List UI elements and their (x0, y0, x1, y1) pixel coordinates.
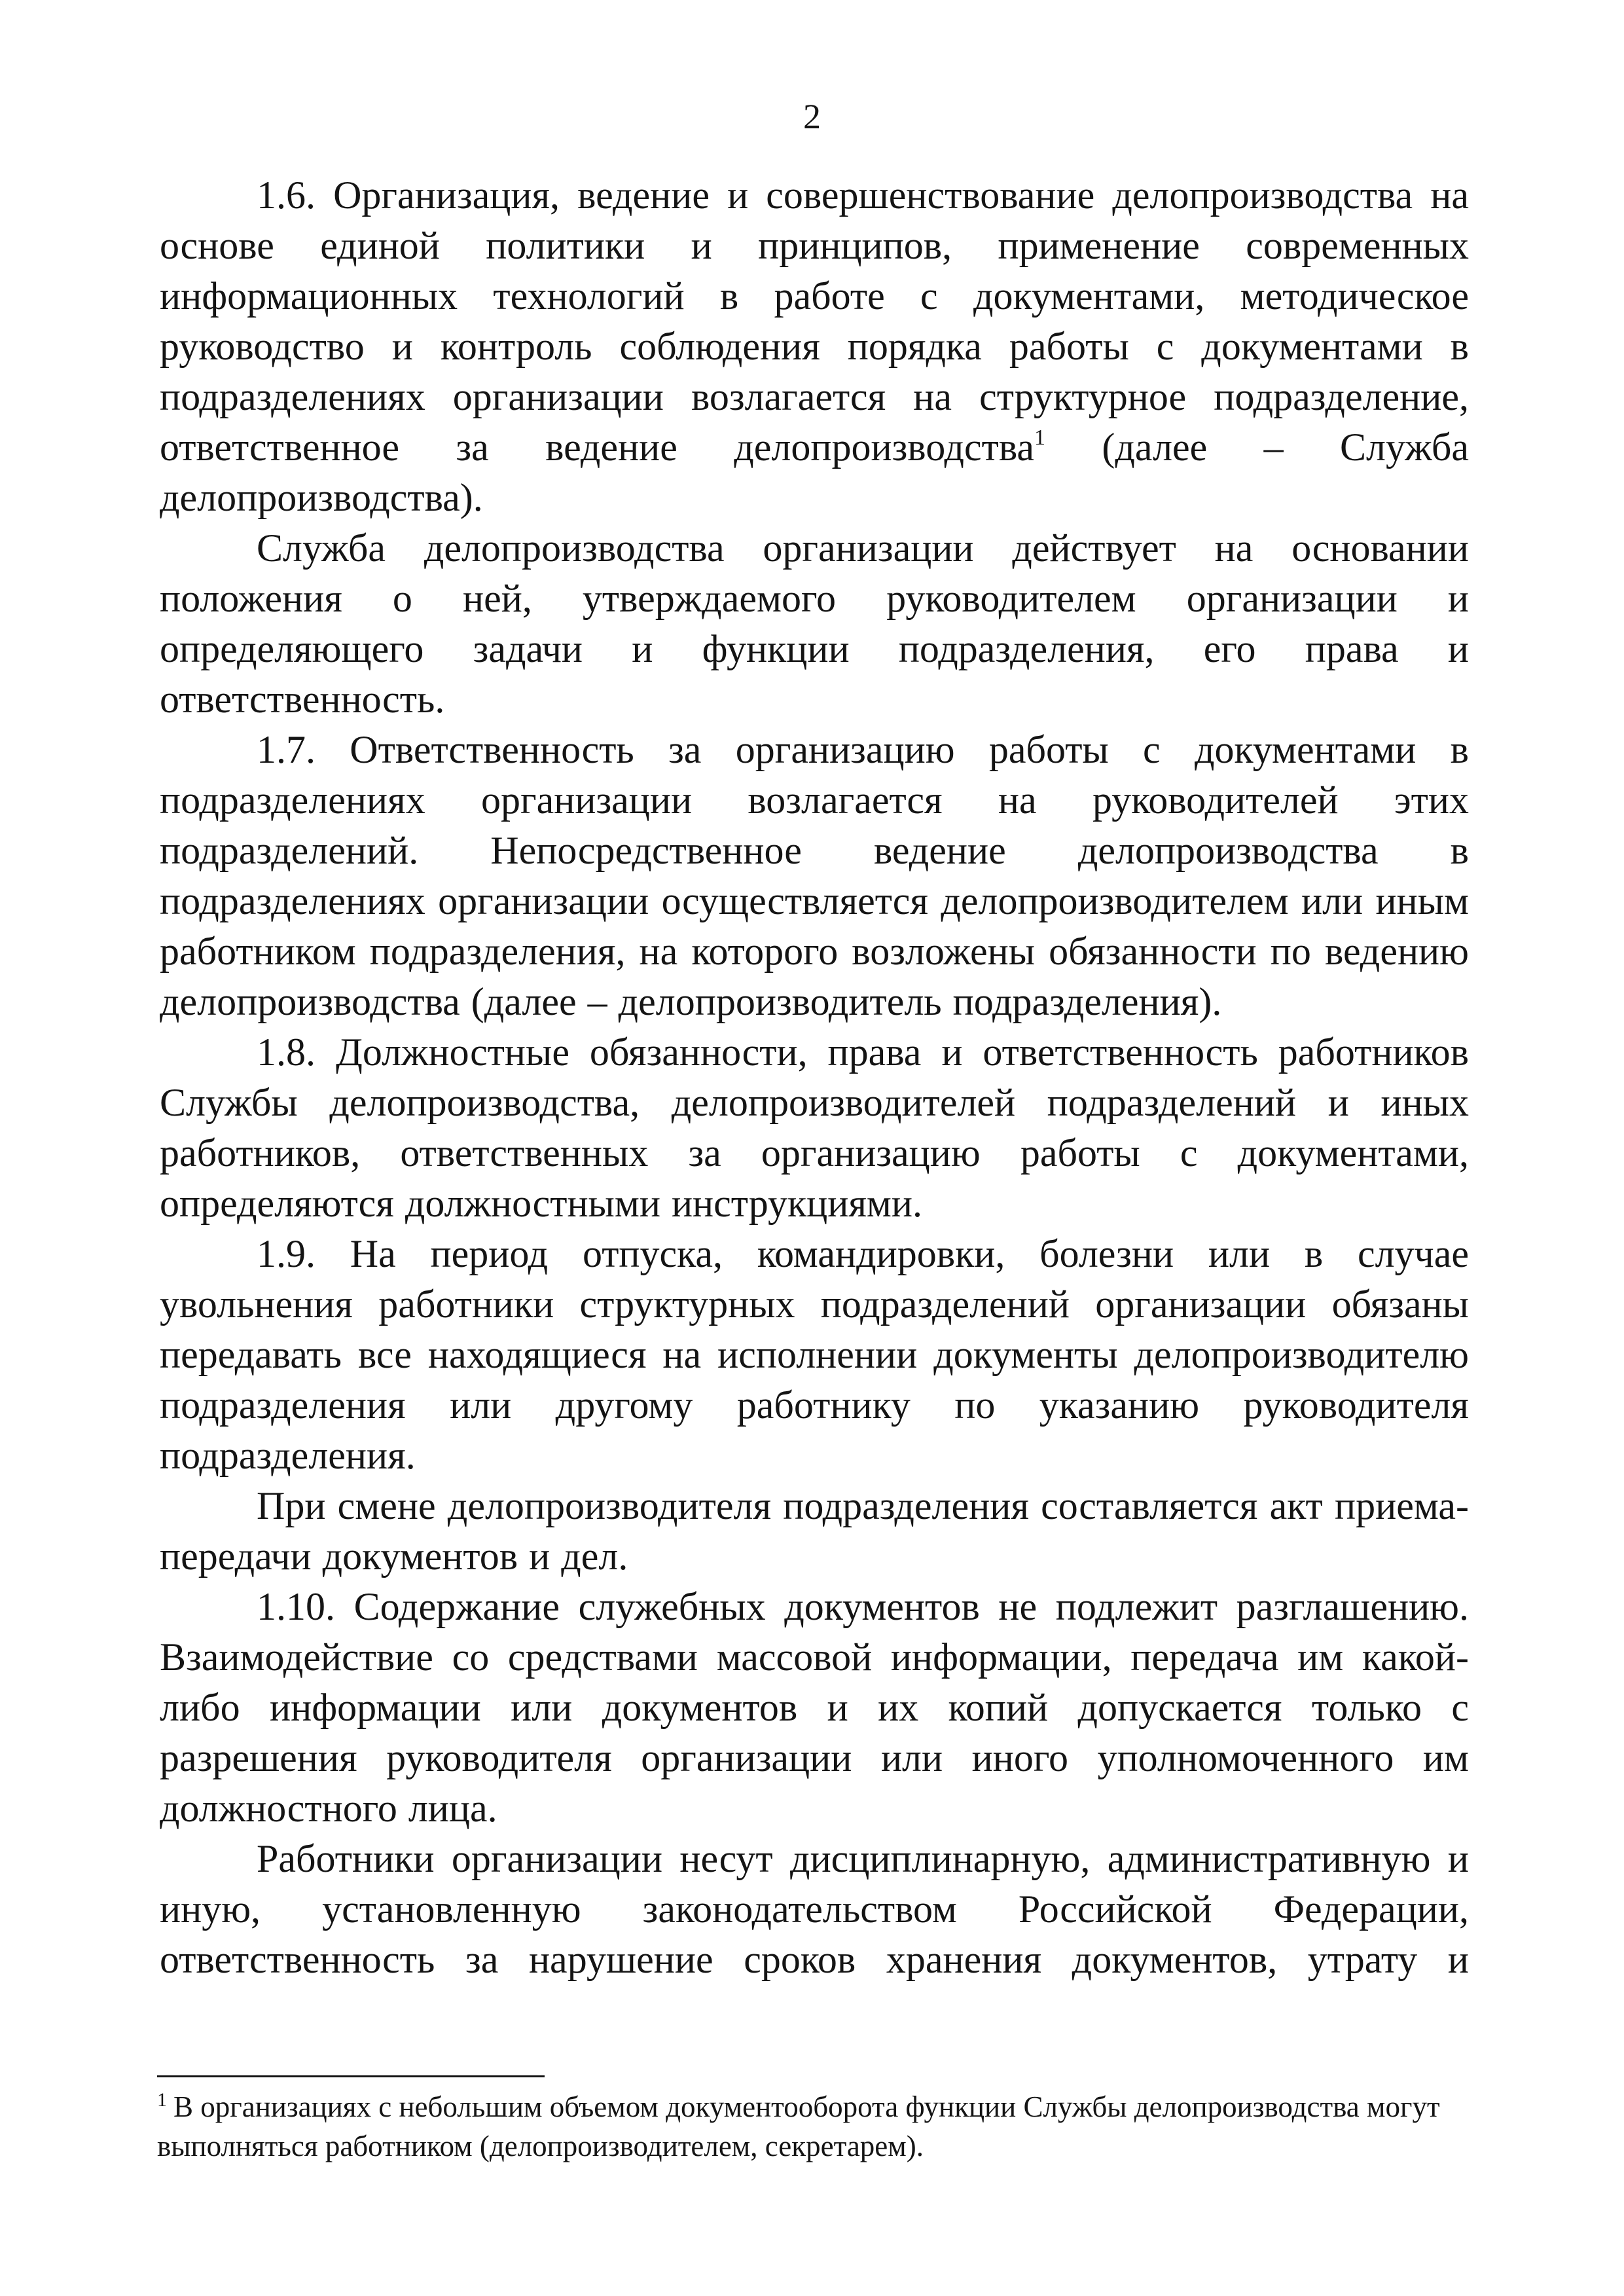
footnote-text: В организациях с небольшим объемом документооборота функции Службы делопроизводства могут выполняться работником (делопроизводителем, секретарем). (157, 2090, 1440, 2162)
footnote-separator (157, 2075, 545, 2077)
document-body (160, 170, 1469, 1985)
paragraph-text: (далее – Служба делопроизводства). (160, 426, 1469, 519)
page-number: 2 (803, 97, 821, 136)
footnote (157, 2087, 1473, 2166)
paragraph-1-10: 1.10. Содержание служебных документов не подлежит разглашению. Взаимодействие со средствами массовой информации, передача им какой-либо информации или документов и их копий допускается только с разрешения руководителя организации или иного уполномоченного им должностного лица. (160, 1585, 1469, 1830)
paragraph-1-7: 1.7. Ответственность за организацию работы с документами в подразделениях организации возлагается на руководителей этих подразделений. Непосредственное ведение делопроизводства в подразделениях организации осуществляется делопроизводителем или иным работником подразделения, на которого возложены обязанности по ведению делопроизводства (далее – делопроизводитель подразделения). (160, 728, 1469, 1023)
paragraph-service-regulation: Служба делопроизводства организации действует на основании положения о ней, утверждаемого руководителем организации и определяющего задачи и функции подразделения, его права и ответственность. (160, 526, 1469, 721)
paragraph-1-9: 1.9. На период отпуска, командировки, болезни или в случае увольнения работники структурных подразделений организации обязаны передавать все находящиеся на исполнении документы делопроизводителю подразделения или другому работнику по указанию руководителя подразделения. (160, 1232, 1469, 1477)
footnote-reference: 1 (1034, 426, 1046, 450)
footnote-marker: 1 (157, 2089, 167, 2111)
paragraph-1-8: 1.8. Должностные обязанности, права и ответственность работников Службы делопроизводства, делопроизводителей подразделений и иных работников, ответственных за организацию работы с документами, определяются должностными инструкциями. (160, 1030, 1469, 1225)
paragraph-1-6 (160, 170, 1469, 523)
paragraph-text: 1.6. Организация, ведение и совершенствование делопроизводства на основе единой политики и принципов, применение современных информационных технологий в работе с документами, методическое руководство и контроль соблюдения порядка работы с документами в подразделениях организации возлагается на структурное подразделение, ответственное за ведение делопроизводства (160, 173, 1469, 469)
paragraph-liability: Работники организации несут дисциплинарную, административную и иную, установленную законодательством Российской Федерации, ответственность за нарушение сроков хранения документов, утрату и (160, 1837, 1469, 1981)
paragraph-handover: При смене делопроизводителя подразделения составляется акт приема-передачи документов и дел. (160, 1484, 1469, 1578)
